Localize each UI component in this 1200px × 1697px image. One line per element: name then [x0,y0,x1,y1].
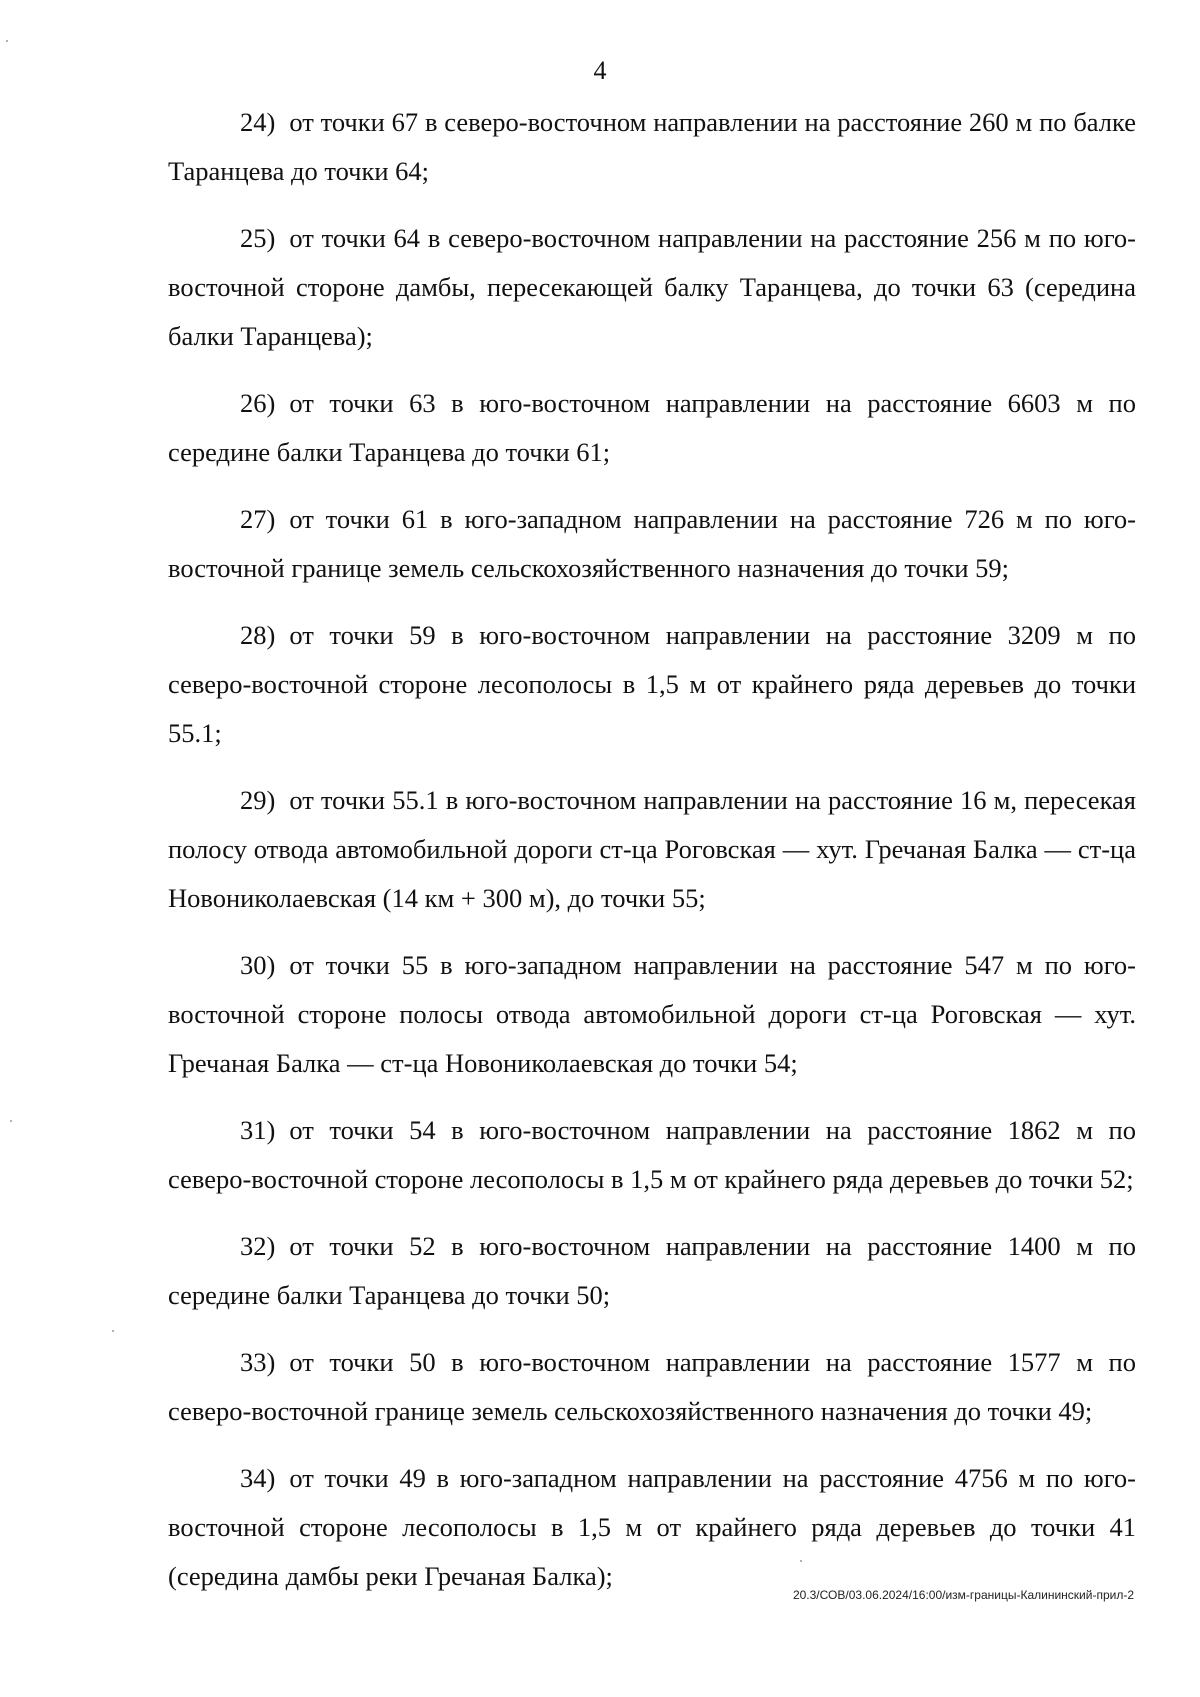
item-text: от точки 52 в юго-восточном направлении на расстояние 1400 м по середине балки Таранцева до точки 50; [168,1231,1136,1310]
item-number: 27) [240,504,276,534]
item-text: от точки 49 в юго-западном направлении на расстояние 4756 м по юго-восточной стороне лесополосы в 1,5 м от крайнего ряда деревьев до точки 41 (середина дамбы реки Гречаная Балка); [168,1463,1136,1591]
item-text: от точки 50 в юго-восточном направлении на расстояние 1577 м по северо-восточной границе земель сельскохозяйственного назначения до точки 49; [168,1347,1136,1426]
item-number: 30) [240,950,276,980]
list-item-27 [168,495,1136,593]
scan-speck [6,40,8,42]
scan-speck [800,1560,802,1562]
scan-speck [112,1330,114,1332]
item-number: 29) [240,785,276,815]
item-number: 26) [240,388,276,418]
item-number: 24) [240,107,276,137]
list-item-26 [168,379,1136,477]
boundary-description-list [168,98,1136,1619]
list-item-29 [168,776,1136,923]
page-number: 4 [593,56,607,85]
list-item-28 [168,611,1136,758]
scan-speck [10,1120,12,1122]
list-item-33 [168,1338,1136,1436]
item-text: от точки 64 в северо-восточном направлении на расстояние 256 м по юго-восточной стороне дамбы, пересекающей балку Таранцева, до точки 63 (середина балки Таранцева); [168,223,1136,351]
item-number: 32) [240,1231,276,1261]
list-item-32 [168,1222,1136,1320]
item-number: 25) [240,223,276,253]
item-number: 31) [240,1115,276,1145]
document-footer-code: 20.3/СОВ/03.06.2024/16:00/изм-границы-Калининский-прил-2 [792,1588,1134,1602]
item-text: от точки 61 в юго-западном направлении на расстояние 726 м по юго-восточной границе земель сельскохозяйственного назначения до точки 59; [168,504,1136,583]
list-item-24 [168,98,1136,196]
item-text: от точки 67 в северо-восточном направлении на расстояние 260 м по балке Таранцева до точки 64; [168,107,1136,186]
item-number: 33) [240,1347,276,1377]
list-item-34 [168,1454,1136,1601]
list-item-25 [168,214,1136,361]
item-text: от точки 63 в юго-восточном направлении на расстояние 6603 м по середине балки Таранцева до точки 61; [168,388,1136,467]
item-text: от точки 54 в юго-восточном направлении на расстояние 1862 м по северо-восточной стороне лесополосы в 1,5 м от крайнего ряда деревьев до точки 52; [168,1115,1136,1194]
item-text: от точки 55 в юго-западном направлении на расстояние 547 м по юго-восточной стороне полосы отвода автомобильной дороги ст-ца Роговская — хут. Гречаная Балка — ст-ца Новониколаевская до точки 54; [168,950,1136,1078]
item-number: 34) [240,1463,276,1493]
list-item-30 [168,941,1136,1088]
item-text: от точки 59 в юго-восточном направлении на расстояние 3209 м по северо-восточной стороне лесополосы в 1,5 м от крайнего ряда деревьев до точки 55.1; [168,620,1136,748]
item-number: 28) [240,620,276,650]
item-text: от точки 55.1 в юго-восточном направлении на расстояние 16 м, пересекая полосу отвода автомобильной дороги ст-ца Роговская — хут. Гречаная Балка — ст-ца Новониколаевская (14 км + 300 м), до точки 55; [168,785,1136,913]
list-item-31 [168,1106,1136,1204]
